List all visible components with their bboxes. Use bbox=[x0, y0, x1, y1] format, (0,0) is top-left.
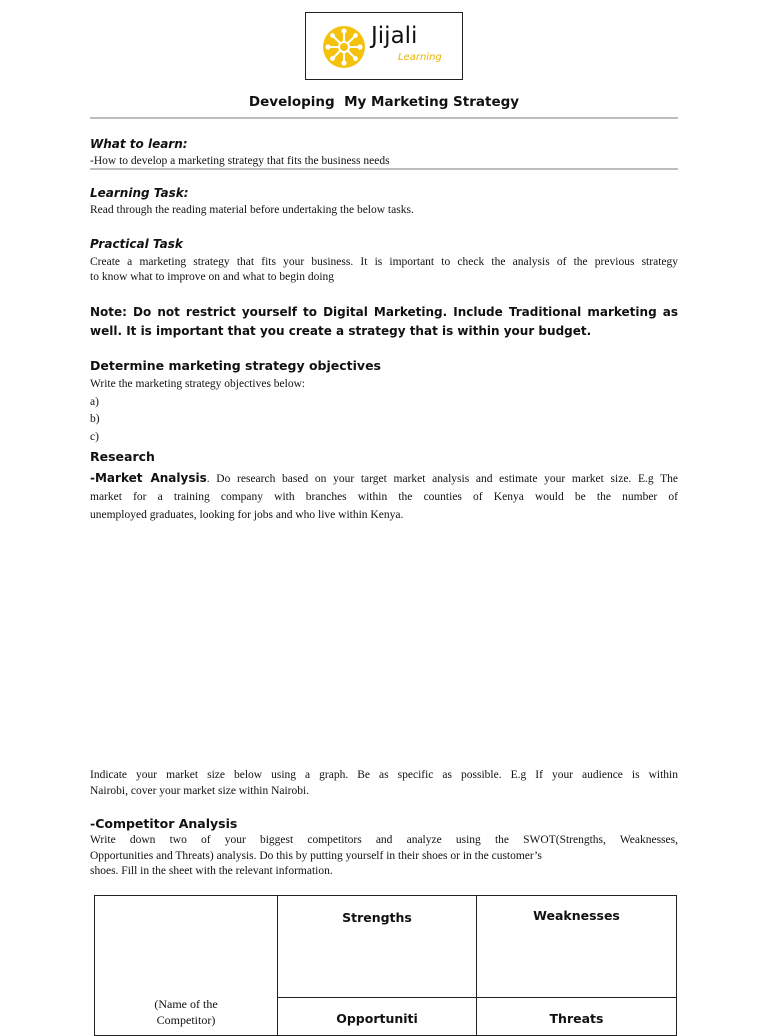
learning-task-heading: Learning Task: bbox=[90, 186, 189, 200]
strengths-cell[interactable] bbox=[278, 896, 477, 998]
weaknesses-cell[interactable] bbox=[477, 896, 677, 998]
market-analysis-text: . Do research based on your target market analysis and estimate your market size. E.g The bbox=[206, 473, 678, 485]
objective-item-b: b) bbox=[90, 413, 100, 425]
competitor-name-placeholder: (Name of the Competitor) bbox=[154, 997, 218, 1027]
market-analysis-line3: unemployed graduates, looking for jobs and who live within Kenya. bbox=[90, 509, 404, 521]
what-to-learn-heading: What to learn: bbox=[90, 137, 188, 151]
learning-task-text: Read through the reading material before undertaking the below tasks. bbox=[90, 204, 414, 216]
opportunities-cell[interactable] bbox=[278, 998, 477, 1036]
threats-heading: Threats bbox=[549, 1011, 604, 1026]
competitor-name-cell[interactable] bbox=[95, 896, 278, 1036]
practical-task-heading: Practical Task bbox=[90, 237, 183, 251]
strengths-heading: Strengths bbox=[342, 910, 412, 925]
market-analysis-line1 bbox=[90, 470, 678, 487]
what-to-learn-text: -How to develop a marketing strategy that fits the business needs bbox=[90, 155, 390, 167]
objectives-heading: Determine marketing strategy objectives bbox=[90, 358, 381, 373]
competitor-analysis-heading: -Competitor Analysis bbox=[90, 816, 238, 831]
market-analysis-label: -Market Analysis bbox=[90, 471, 207, 485]
objective-item-c: c) bbox=[90, 431, 99, 443]
objective-item-a: a) bbox=[90, 396, 99, 408]
logo-wordmark: Jijali bbox=[371, 23, 418, 49]
practical-task-line1: Create a marketing strategy that fits your business. It is important to check the analysis of the previous strategy bbox=[90, 256, 678, 268]
market-analysis-line2: market for a training company with branches within the counties of Kenya would be the number of bbox=[90, 491, 678, 503]
swot-table bbox=[94, 895, 677, 1036]
market-size-line2: Nairobi, cover your market size within Nairobi. bbox=[90, 785, 310, 797]
practical-task-line2: to know what to improve on and what to begin doing bbox=[90, 271, 335, 283]
section-divider bbox=[90, 168, 678, 170]
network-people-icon bbox=[320, 23, 368, 71]
title-divider bbox=[90, 117, 678, 119]
note-text: Note: Do not restrict yourself to Digital Marketing. Include Traditional marketing as well. It is important that you create a strategy that is within your budget. bbox=[90, 305, 678, 338]
logo-box bbox=[305, 12, 463, 80]
weaknesses-heading: Weaknesses bbox=[533, 908, 620, 923]
objectives-intro: Write the marketing strategy objectives below: bbox=[90, 378, 306, 390]
competitor-line2: Opportunities and Threats) analysis. Do this by putting yourself in their shoes or in the customer’s bbox=[90, 850, 542, 862]
threats-cell[interactable] bbox=[477, 998, 677, 1036]
competitor-line1: Write down two of your biggest competitors and analyze using the SWOT(Strengths, Weaknesses, bbox=[90, 834, 678, 846]
logo-tagline: Learning bbox=[398, 52, 442, 63]
research-heading: Research bbox=[90, 449, 155, 464]
competitor-line3: shoes. Fill in the sheet with the relevant information. bbox=[90, 865, 333, 877]
market-size-line1: Indicate your market size below using a graph. Be as specific as possible. E.g If your audience is within bbox=[90, 769, 678, 781]
opportunities-heading: Opportuniti bbox=[336, 1011, 418, 1026]
page-title: Developing My Marketing Strategy bbox=[248, 94, 520, 110]
